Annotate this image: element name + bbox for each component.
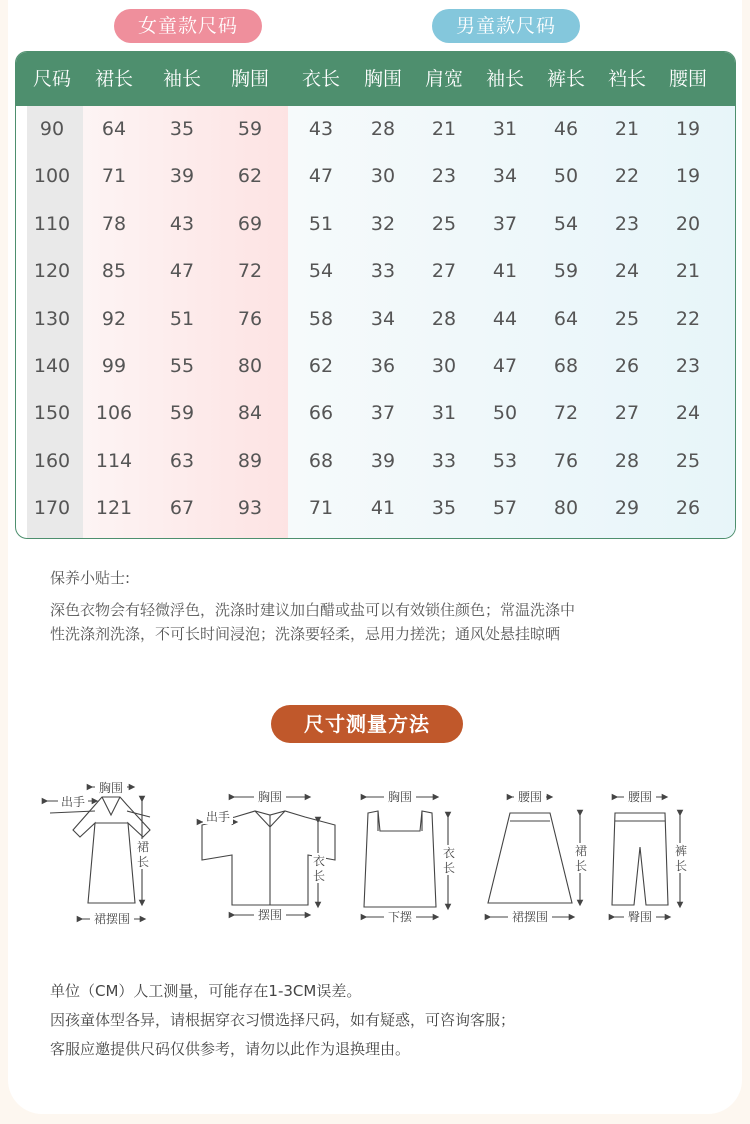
- jacket-length-label: 衣: [312, 854, 326, 868]
- dress-length-label: 裙: [136, 840, 150, 854]
- measure-cell: 84: [237, 402, 263, 425]
- measure-cell: 114: [95, 449, 133, 472]
- boy-size-title: 男童款尺码: [432, 9, 580, 43]
- care-tips-line: 性洗涤剂洗涤，不可长时间浸泡；洗涤要轻柔，忌用力搓洗；通风处悬挂晾晒: [50, 625, 561, 643]
- measure-cell: 54: [308, 260, 334, 283]
- pants-diagram: [612, 797, 680, 917]
- skirt-diagram: [488, 797, 580, 917]
- measure-cell: 31: [492, 118, 518, 140]
- measure-cell: 72: [553, 402, 579, 425]
- pants-leg-label: 臀围: [627, 910, 653, 924]
- measure-cell: 78: [101, 212, 127, 235]
- measure-cell: 68: [308, 449, 334, 472]
- camisole-hem-label: 下摆: [387, 910, 413, 924]
- jacket-length-label: 长: [312, 869, 326, 883]
- skirt-length-label: 长: [574, 859, 588, 873]
- measurement-diagrams: [40, 775, 710, 935]
- measure-cell: 34: [370, 307, 396, 330]
- pants-length-label: 长: [674, 859, 688, 873]
- measure-cell: 69: [237, 212, 263, 235]
- jacket-sleeve-label: 出手: [205, 810, 231, 824]
- measure-cell: 106: [95, 402, 133, 425]
- measure-cell: 19: [675, 165, 701, 188]
- camisole-length-label: 长: [442, 861, 456, 875]
- size-cell: 120: [33, 260, 71, 283]
- column-header: 裆长: [607, 68, 646, 90]
- measure-cell: 67: [169, 497, 195, 520]
- measure-cell: 71: [101, 165, 127, 188]
- size-table: [15, 51, 736, 539]
- measure-cell: 54: [553, 212, 579, 235]
- column-header: 裙长: [94, 68, 133, 90]
- measure-cell: 72: [237, 260, 263, 283]
- measure-cell: 19: [675, 118, 701, 140]
- measure-cell: 63: [169, 449, 195, 472]
- measure-cell: 37: [492, 212, 518, 235]
- measure-cell: 93: [237, 497, 263, 520]
- measure-cell: 30: [370, 165, 396, 188]
- column-header: 裤长: [546, 68, 585, 90]
- measure-cell: 58: [308, 307, 334, 330]
- measure-cell: 62: [237, 165, 263, 188]
- note-line: 客服应邀提供尺码仅供参考，请勿以此作为退换理由。: [50, 1040, 411, 1058]
- measure-cell: 35: [431, 497, 457, 520]
- measure-cell: 80: [553, 497, 579, 520]
- measure-cell: 39: [370, 449, 396, 472]
- care-tips-title: 保养小贴士:: [50, 569, 131, 587]
- measure-cell: 36: [370, 355, 396, 377]
- measure-cell: 57: [492, 497, 518, 520]
- camisole-diagram: [364, 797, 448, 917]
- measure-method-title: 尺寸测量方法: [271, 705, 463, 743]
- measure-cell: 29: [614, 497, 640, 520]
- measure-cell: 21: [675, 260, 701, 283]
- measure-cell: 68: [553, 355, 579, 377]
- measure-cell: 24: [614, 260, 640, 283]
- skirt-waist-label: 腰围: [517, 790, 543, 804]
- camisole-length-label: 衣: [442, 846, 456, 860]
- measure-cell: 43: [308, 118, 334, 140]
- jacket-chest-label: 胸围: [257, 790, 283, 804]
- size-cell: 100: [33, 165, 71, 188]
- column-header: 衣长: [301, 68, 340, 90]
- dress-chest-label: 胸围: [98, 781, 124, 795]
- measure-cell: 21: [614, 118, 640, 140]
- skirt-length-label: 裙: [574, 844, 588, 858]
- size-cell: 170: [33, 497, 71, 520]
- measure-cell: 43: [169, 212, 195, 235]
- measure-cell: 26: [675, 497, 701, 520]
- column-header: 肩宽: [424, 68, 463, 90]
- measure-cell: 66: [308, 402, 334, 425]
- column-header: 胸围: [230, 68, 269, 90]
- size-cell: 110: [33, 212, 71, 235]
- measure-cell: 25: [614, 307, 640, 330]
- measure-cell: 34: [492, 165, 518, 188]
- measure-cell: 37: [370, 402, 396, 425]
- measure-cell: 31: [431, 402, 457, 425]
- measure-cell: 46: [553, 118, 579, 140]
- note-line: 单位（CM）人工测量，可能存在1-3CM误差。: [50, 982, 362, 1000]
- measure-cell: 64: [553, 307, 579, 330]
- measure-cell: 32: [370, 212, 396, 235]
- measurement-notes: [50, 977, 515, 1064]
- camisole-chest-label: 胸围: [387, 790, 413, 804]
- measure-cell: 99: [101, 355, 127, 377]
- dress-sleeve-label: 出手: [60, 795, 86, 809]
- measure-cell: 92: [101, 307, 127, 330]
- size-cell: 140: [33, 355, 71, 377]
- measure-cell: 22: [675, 307, 701, 330]
- measure-cell: 28: [431, 307, 457, 330]
- skirt-hem-label: 裙摆围: [511, 910, 549, 924]
- care-tips-line: 深色衣物会有轻微浮色，洗涤时建议加白醋或盐可以有效锁住颜色；常温洗涤中: [50, 601, 576, 619]
- measure-cell: 50: [492, 402, 518, 425]
- size-cell: 130: [33, 307, 71, 330]
- measure-cell: 25: [431, 212, 457, 235]
- measure-cell: 41: [370, 497, 396, 520]
- measure-cell: 20: [675, 212, 701, 235]
- measure-cell: 121: [95, 497, 133, 520]
- measure-cell: 28: [370, 118, 396, 140]
- measure-cell: 23: [614, 212, 640, 235]
- measure-cell: 39: [169, 165, 195, 188]
- measure-cell: 85: [101, 260, 127, 283]
- measure-cell: 55: [169, 355, 195, 377]
- measure-cell: 76: [237, 307, 263, 330]
- dress-length-label: 长: [136, 855, 150, 869]
- measure-cell: 23: [431, 165, 457, 188]
- measure-cell: 21: [431, 118, 457, 140]
- measure-cell: 51: [308, 212, 334, 235]
- measure-cell: 22: [614, 165, 640, 188]
- size-cell: 150: [33, 402, 71, 425]
- measure-cell: 41: [492, 260, 518, 283]
- jacket-hem-label: 摆围: [257, 908, 283, 922]
- dress-hem-label: 裙摆围: [93, 912, 131, 926]
- measure-cell: 28: [614, 449, 640, 472]
- girl-size-title: 女童款尺码: [114, 9, 262, 43]
- column-header: 胸围: [363, 68, 402, 90]
- care-tips: [50, 566, 575, 646]
- note-line: 因孩童体型各异，请根据穿衣习惯选择尺码，如有疑惑，可咨询客服；: [50, 1011, 516, 1029]
- measure-cell: 89: [237, 449, 263, 472]
- measure-cell: 80: [237, 355, 263, 377]
- measure-cell: 59: [237, 118, 263, 140]
- measure-cell: 51: [169, 307, 195, 330]
- column-header: 袖长: [485, 68, 524, 90]
- measure-cell: 33: [431, 449, 457, 472]
- measure-cell: 53: [492, 449, 518, 472]
- measure-cell: 47: [169, 260, 195, 283]
- measure-cell: 59: [553, 260, 579, 283]
- column-header: 袖长: [162, 68, 201, 90]
- measure-cell: 27: [431, 260, 457, 283]
- measure-cell: 24: [675, 402, 701, 425]
- measure-cell: 64: [101, 118, 127, 140]
- measure-cell: 25: [675, 449, 701, 472]
- measure-cell: 47: [308, 165, 334, 188]
- measure-cell: 35: [169, 118, 195, 140]
- measure-cell: 62: [308, 355, 334, 377]
- measure-cell: 30: [431, 355, 457, 377]
- measure-cell: 23: [675, 355, 701, 377]
- measure-cell: 47: [492, 355, 518, 377]
- column-header: 腰围: [668, 68, 707, 90]
- pants-length-label: 裤: [674, 844, 688, 858]
- pants-waist-label: 腰围: [627, 790, 653, 804]
- measure-cell: 71: [308, 497, 334, 520]
- measure-cell: 44: [492, 307, 518, 330]
- measure-cell: 50: [553, 165, 579, 188]
- column-header: 尺码: [32, 68, 71, 90]
- measure-cell: 59: [169, 402, 195, 425]
- measure-cell: 26: [614, 355, 640, 377]
- size-cell: 90: [39, 118, 65, 140]
- measure-cell: 76: [553, 449, 579, 472]
- measure-cell: 33: [370, 260, 396, 283]
- size-cell: 160: [33, 449, 71, 472]
- measure-cell: 27: [614, 402, 640, 425]
